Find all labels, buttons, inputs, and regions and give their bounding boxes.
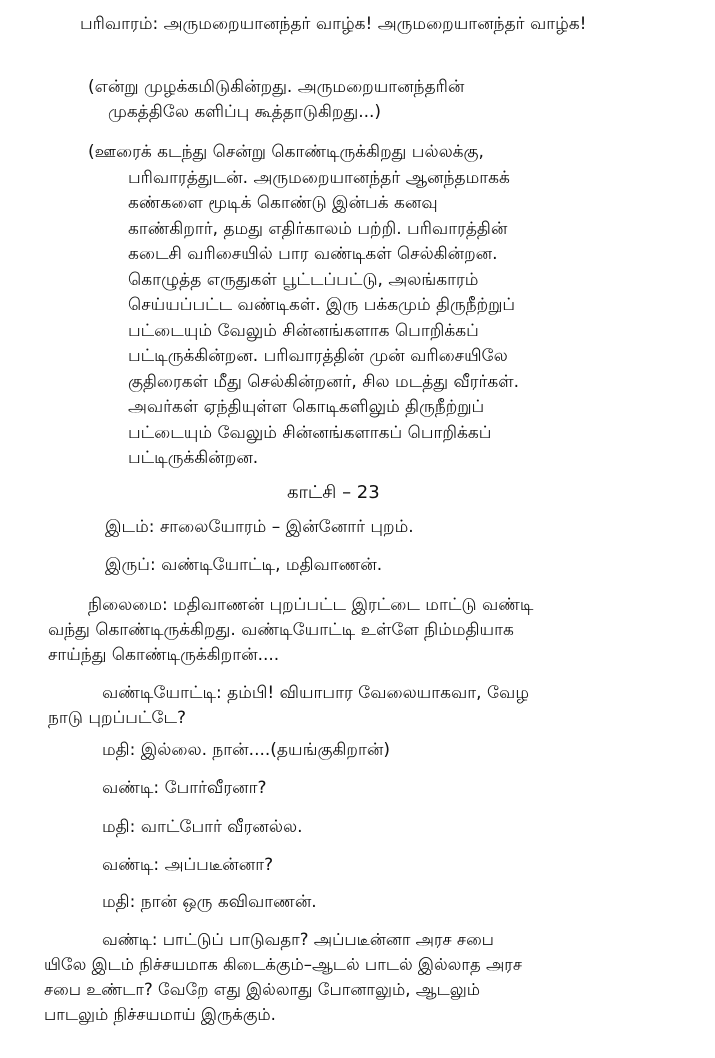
text-line: பரிவாரம்: அருமறையானந்தர் வாழ்க! அருமறையானந்தர் [80, 14, 525, 34]
scene-heading: காட்சி – 23 [287, 482, 380, 503]
text-line: பட்டையும் வேலும் சின்னங்களாகப் பொறிக்கப் [128, 422, 492, 443]
text-line: செய்யப்பட்ட வண்டிகள். இரு பக்கமும் திருநீற்றுப் [128, 295, 516, 315]
text-line: பட்டிருக்கின்றன. பரிவாரத்தின் முன் வரிசையிலே [128, 346, 508, 366]
dialogue-block [48, 681, 688, 731]
scene-situation [48, 593, 688, 668]
text-line: கடைசி வரிசையில் பார வண்டிகள் செல்கின்றன. [128, 244, 498, 264]
text-line: கொழுத்த எருதுகள் பூட்டப்பட்டு, அலங்காரம் [128, 269, 479, 290]
dialogue-line: மதி: வாட்போர் வீரனல்ல. [102, 817, 303, 837]
text-line: பாடலும் நிச்சயமாய் இருக்கும். [44, 1005, 276, 1024]
text-line: பட்டையும் வேலும் சின்னங்களாக பொறிக்கப் [128, 320, 479, 341]
dialogue-line: வண்டி: அப்படீன்னா? [102, 855, 274, 875]
text-line: சபை உண்டா? வேறே எது இல்லாது போனாலும், ஆடலும் [44, 980, 481, 999]
text-line: அவர்கள் ஏந்தியுள்ள கொடிகளிலும் திருநீற்றுப் [128, 397, 485, 417]
text-line: முகத்திலே களிப்பு கூத்தாடுகிறது...) [108, 102, 382, 122]
paragraph-chant [40, 12, 688, 37]
text-line: வந்து கொண்டிருக்கிறது. வண்டியோட்டி உள்ளே நிம்மதியாக [48, 620, 514, 640]
text-line: (ஊரைக் கடந்து சென்று கொண்டிருக்கிறது பல்லக்கு, [88, 142, 484, 162]
dialogue-final [44, 927, 690, 1027]
scene-place: இடம்: சாலையோரம் – இன்னோர் புறம். [105, 517, 414, 537]
dialogue-line: வண்டியோட்டி: தம்பி! வியாபார வேலையாகவா, வேழ [102, 683, 529, 703]
dialogue-line: வண்டி: போர்வீரனா? [102, 778, 267, 798]
text-line: (என்று முழக்கமிடுகின்றது. அருமறையானந்தரின் [88, 77, 465, 97]
text-line: குதிரைகள் மீது செல்கின்றனர், சில மடத்து வீரர்கள். [128, 371, 520, 392]
dialogue-line: நாடு புறப்பட்டே? [48, 708, 187, 728]
dialogue-line: மதி: நான் ஒரு கவிவாணன். [102, 892, 317, 912]
text-line: யிலே இடம் நிச்சயமாக கிடைக்கும்–ஆடல் பாடல் இல்லாத அரச [44, 955, 522, 974]
scene-cast: இருப்: வண்டியோட்டி, மதிவாணன். [105, 555, 383, 575]
stage-direction-1 [88, 75, 688, 125]
text-line: காண்கிறார், தமது எதிர்காலம் பற்றி. பரிவாரத்தின் [128, 218, 508, 239]
text-line: பரிவாரத்துடன். அருமறையானந்தர் ஆனந்தமாகக் [128, 167, 510, 188]
text-line: நிலைமை: மதிவாணன் புறப்பட்ட இரட்டை மாட்டு வண்டி [88, 595, 534, 615]
stage-direction-2 [88, 140, 688, 472]
text-line: கண்களை மூடிக் கொண்டு இன்பக் கனவு [128, 193, 438, 213]
text-line: வண்டி: பாட்டுப் பாடுவதா? அப்படீன்னா அரச சபை [102, 930, 494, 949]
text-line: பட்டிருக்கின்றன. [128, 448, 259, 468]
text-line: வாழ்க! [529, 14, 587, 34]
dialogue-line: மதி: இல்லை. நான்....(தயங்குகிறான்) [102, 740, 390, 760]
text-line: சாய்ந்து கொண்டிருக்கிறான்.... [48, 645, 280, 665]
